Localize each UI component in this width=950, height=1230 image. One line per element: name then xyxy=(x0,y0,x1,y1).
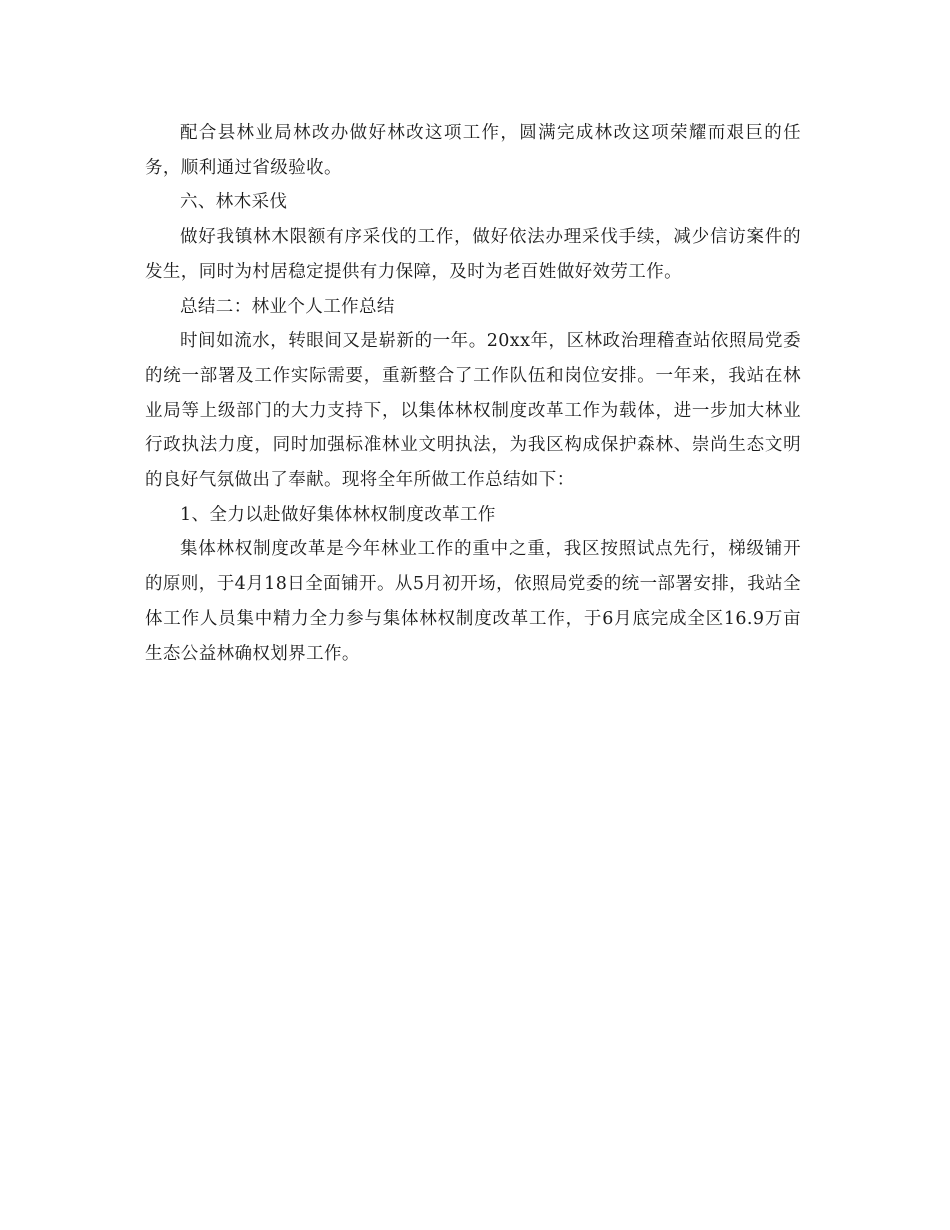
paragraph-forest-reform-cooperation: 配合县林业局林改办做好林改这项工作，圆满完成林改这项荣耀而艰巨的任务，顺利通过省级验收。 xyxy=(145,123,801,178)
heading-timber-harvesting: 六、林木采伐 xyxy=(180,192,288,213)
paragraph-timber-harvesting: 做好我镇林木限额有序采伐的工作，做好依法办理采伐手续，减少信访案件的发生，同时为村居稳定提供有力保障，及时为老百姓做好效劳工作。 xyxy=(145,227,801,282)
paragraph-collective-forest-reform: 集体林权制度改革是今年林业工作的重中之重，我区按照试点先行，梯级铺开的原则，于4月18日全面铺开。从5月初开场，依照局党委的统一部署安排，我站全体工作人员集中精力全力参与集体林权制度改革工作，于6月底完成全区16.9万亩生态公益林确权划界工作。 xyxy=(145,539,801,664)
heading-summary-two: 总结二：林业个人工作总结 xyxy=(180,296,395,317)
document-body xyxy=(145,116,801,671)
heading-collective-forest-reform: 1、全力以赴做好集体林权制度改革工作 xyxy=(180,504,496,525)
paragraph-summary-intro: 时间如流水，转眼间又是崭新的一年。20xx年，区林政治理稽查站依照局党委的统一部署及工作实际需要，重新整合了工作队伍和岗位安排。一年来，我站在林业局等上级部门的大力支持下，以集体林权制度改革工作为载体，进一步加大林业行政执法力度，同时加强标准林业文明执法，为我区构成保护森林、崇尚生态文明的良好气氛做出了奉献。现将全年所做工作总结如下： xyxy=(145,331,801,491)
